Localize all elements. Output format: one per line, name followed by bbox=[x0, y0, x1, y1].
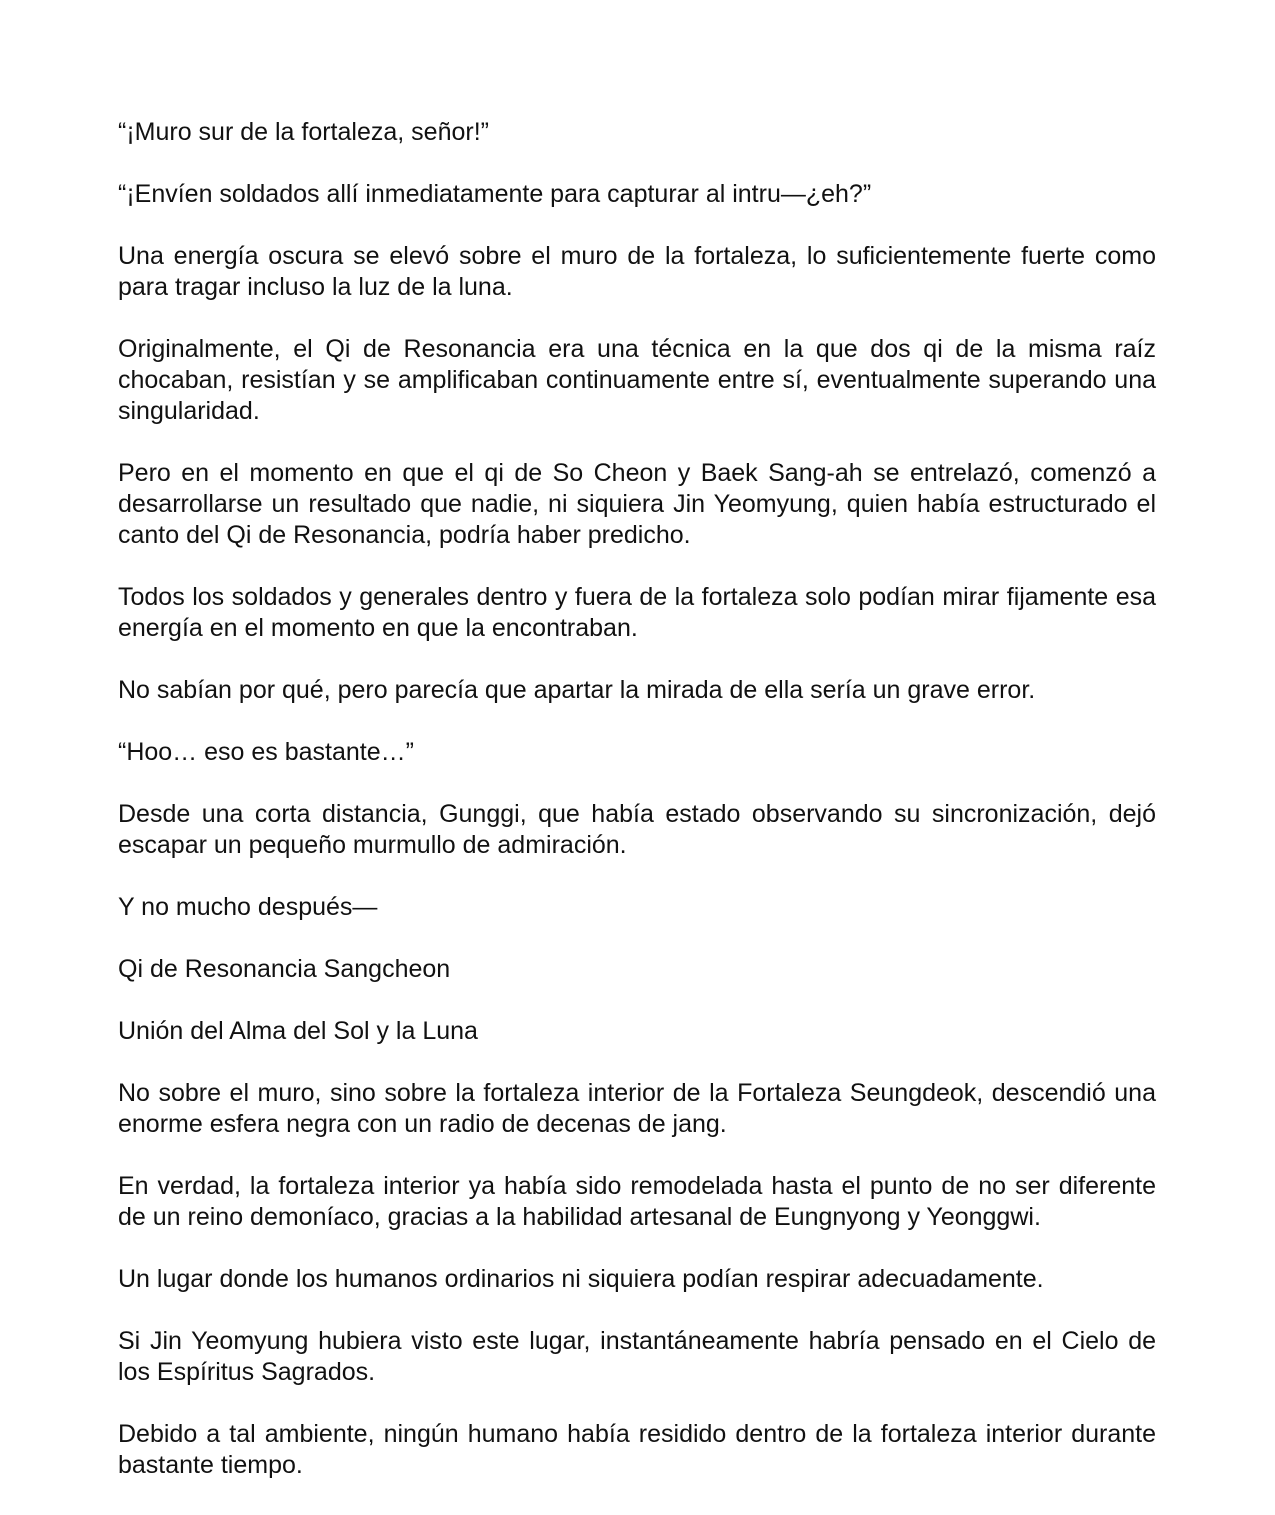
paragraph: Debido a tal ambiente, ningún humano había residido dentro de la fortaleza interior durante bastante tiempo. bbox=[118, 1420, 1156, 1479]
paragraph: Qi de Resonancia Sangcheon bbox=[118, 955, 451, 983]
paragraph: “¡Muro sur de la fortaleza, señor!” bbox=[118, 118, 489, 146]
paragraph: “Hoo… eso es bastante…” bbox=[118, 738, 414, 766]
body-text bbox=[118, 117, 1156, 1512]
paragraph: Si Jin Yeomyung hubiera visto este lugar, instantáneamente habría pensado en el Cielo de los Espíritus Sagrados. bbox=[118, 1327, 1156, 1386]
paragraph: Originalmente, el Qi de Resonancia era una técnica en la que dos qi de la misma raíz chocaban, resistían y se amplificaban continuamente entre sí, eventualmente superando una singularidad. bbox=[118, 335, 1156, 425]
paragraph: Un lugar donde los humanos ordinarios ni siquiera podían respirar adecuadamente. bbox=[118, 1265, 1044, 1293]
paragraph: No sabían por qué, pero parecía que apartar la mirada de ella sería un grave error. bbox=[118, 676, 1036, 704]
paragraph: Y no mucho después— bbox=[118, 893, 378, 921]
paragraph: Una energía oscura se elevó sobre el muro de la fortaleza, lo suficientemente fuerte como para tragar incluso la luz de la luna. bbox=[118, 242, 1156, 301]
paragraph: Unión del Alma del Sol y la Luna bbox=[118, 1017, 478, 1045]
paragraph: Desde una corta distancia, Gunggi, que había estado observando su sincronización, dejó escapar un pequeño murmullo de admiración. bbox=[118, 800, 1156, 859]
paragraph: Todos los soldados y generales dentro y fuera de la fortaleza solo podían mirar fijamente esa energía en el momento en que la encontraban. bbox=[118, 583, 1156, 642]
paragraph: “¡Envíen soldados allí inmediatamente para capturar al intru—¿eh?” bbox=[118, 180, 872, 208]
paragraph: Pero en el momento en que el qi de So Cheon y Baek Sang-ah se entrelazó, comenzó a desarrollarse un resultado que nadie, ni siquiera Jin Yeomyung, quien había estructurado el canto del Qi de Resonancia, podría haber predicho. bbox=[118, 459, 1156, 549]
paragraph: En verdad, la fortaleza interior ya había sido remodelada hasta el punto de no ser diferente de un reino demoníaco, gracias a la habilidad artesanal de Eungnyong y Yeonggwi. bbox=[118, 1172, 1156, 1231]
paragraph: No sobre el muro, sino sobre la fortaleza interior de la Fortaleza Seungdeok, descendió una enorme esfera negra con un radio de decenas de jang. bbox=[118, 1079, 1156, 1138]
